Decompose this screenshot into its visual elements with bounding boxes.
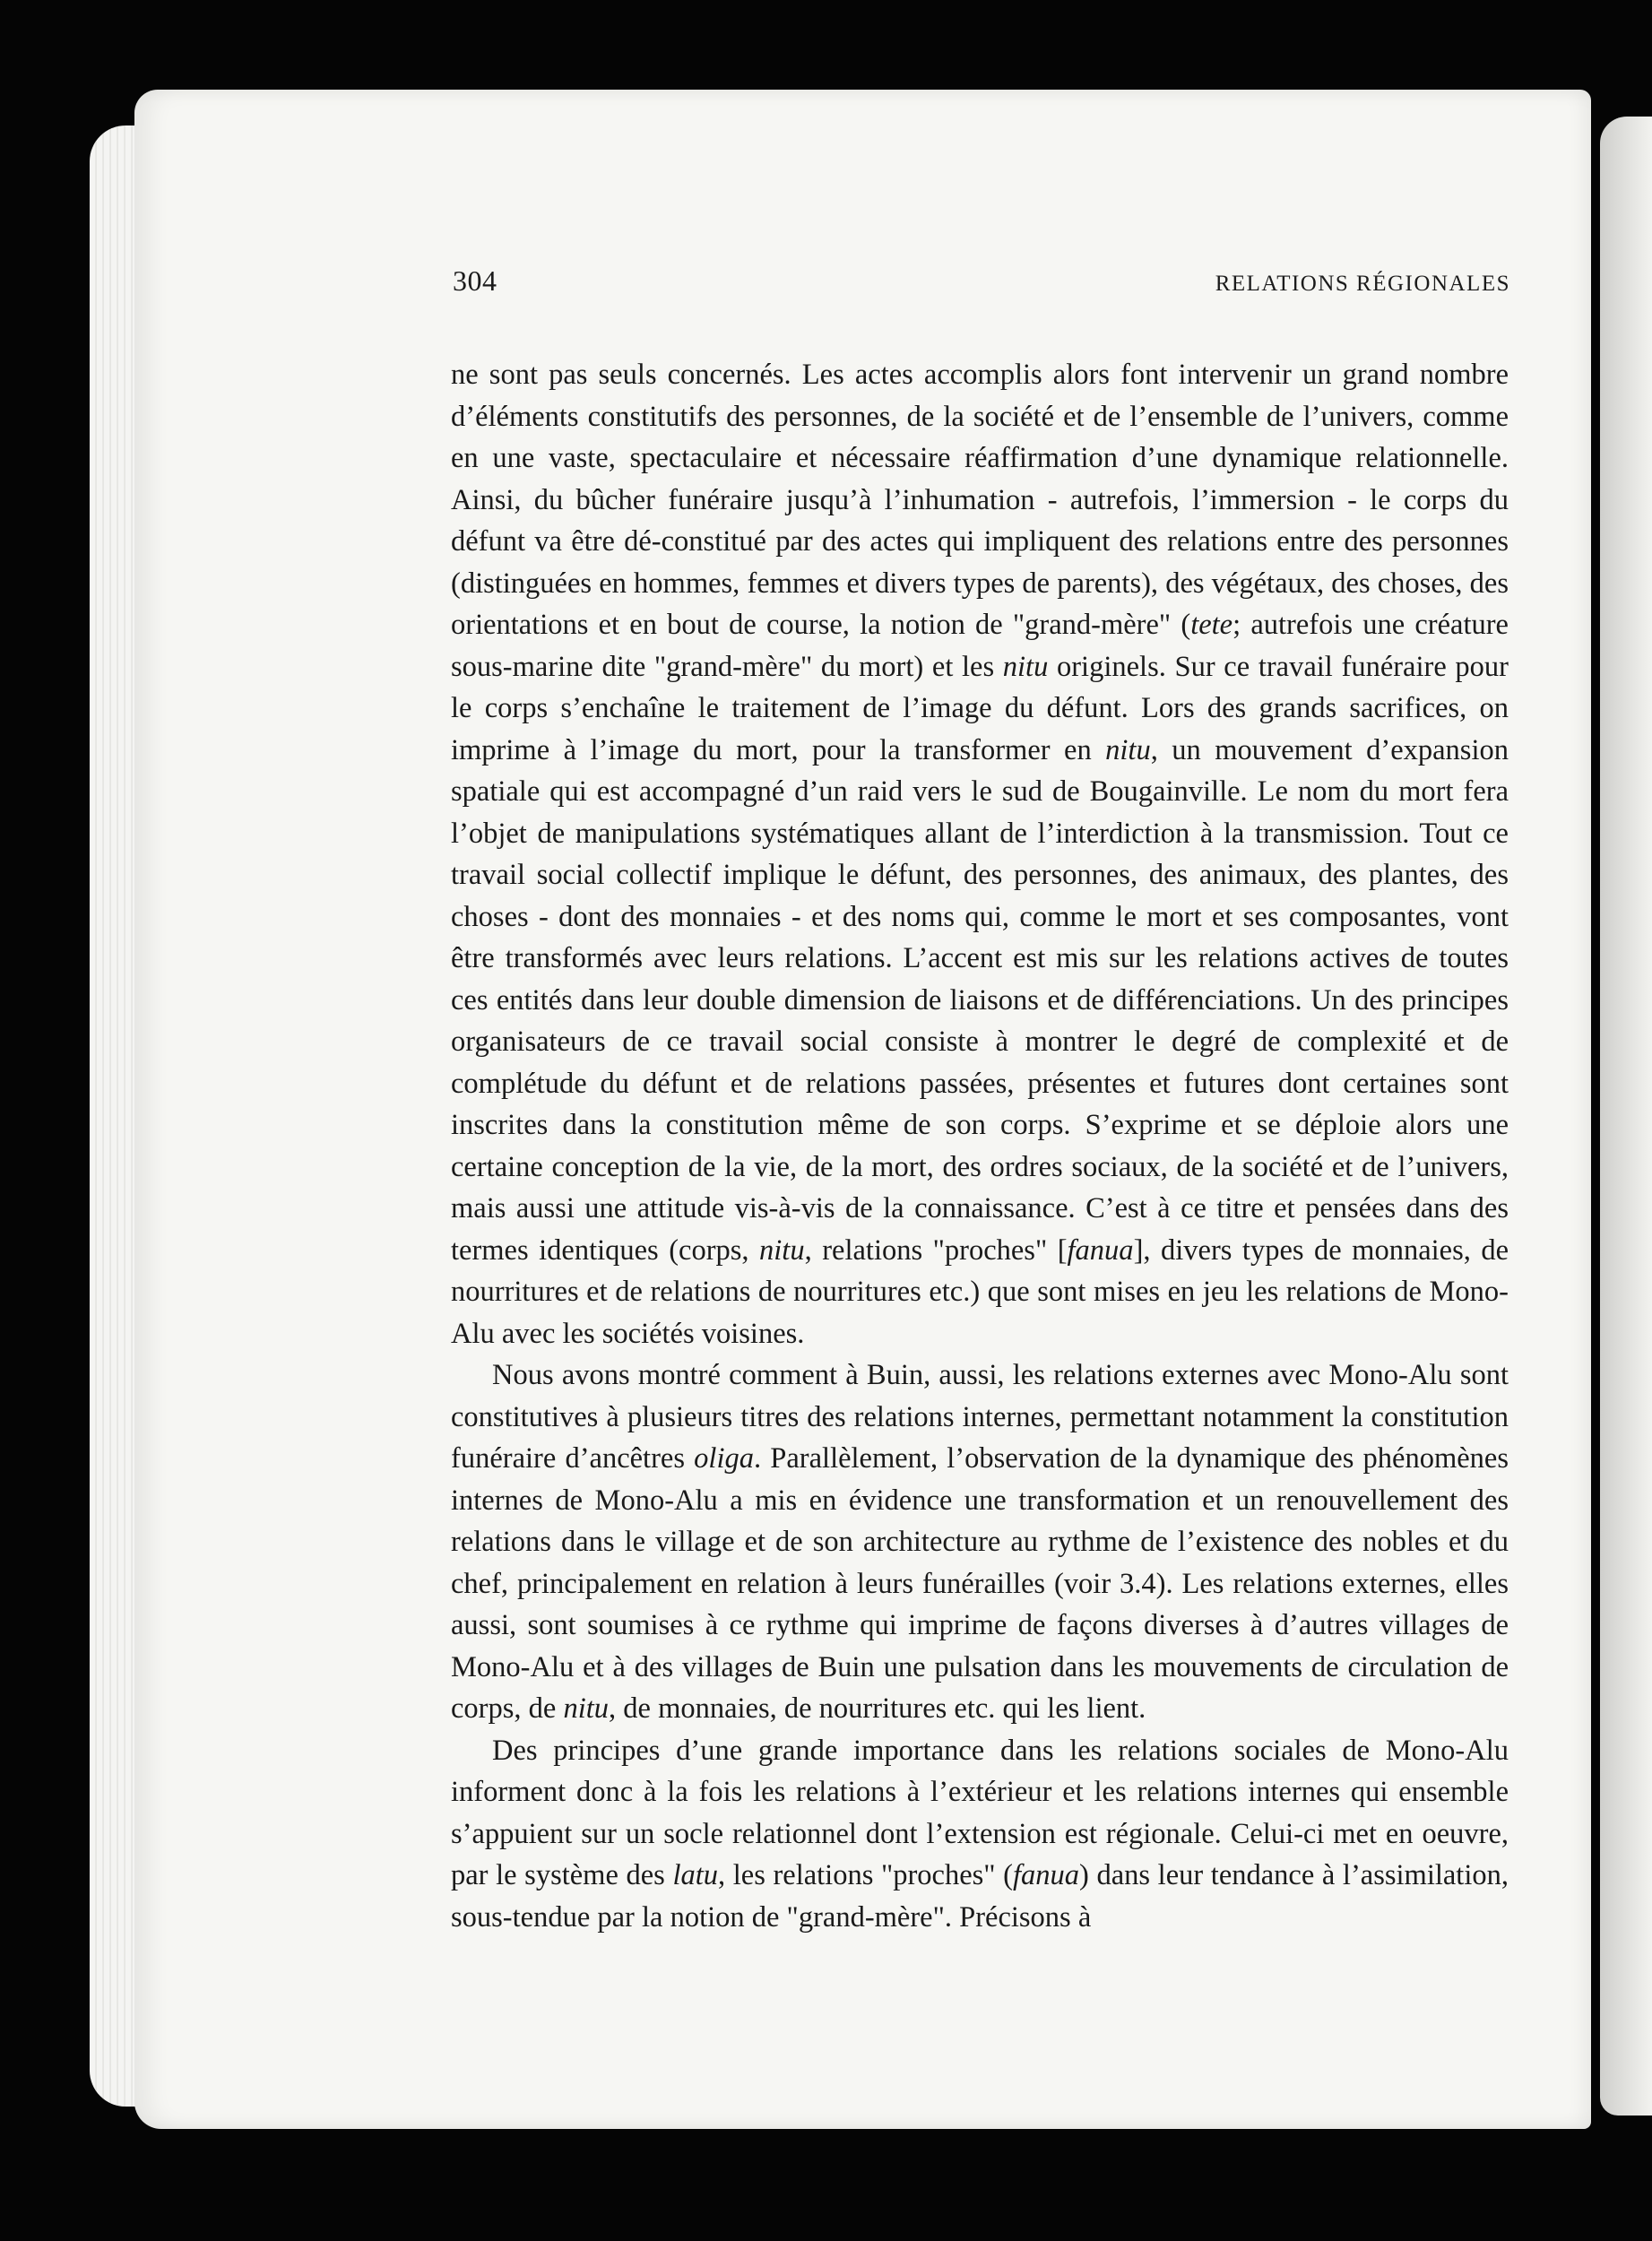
text-run: ne sont pas seuls concernés. Les actes accomplis alors font intervenir un grand nombre d’éléments constitutifs des personnes, de la société et de l’ensemble de l’univers, comme en une vaste, spectaculaire et nécessaire réaffirmation d’une dynamique relationnelle. Ainsi, du bûcher funéraire jusqu’à l’inhumation - autrefois, l’immersion - le corps du défunt va être dé-constitué par des actes qui impliquent des relations entre des personnes (distinguées en hommes, femmes et divers types de parents), des végétaux, des choses, des orientations et en bout de course, la notion de "grand-mère" ( (451, 359, 1509, 641)
text-run: . Parallèlement, l’observation de la dynamique des phénomènes internes de Mono-Alu a mis en évidence une transformation et un renouvellement des relations dans le village et de son architecture au rythme de l’existence des nobles et du chef, principalement en relation à leurs funérailles (voir 3.4). Les relations externes, elles aussi, sont soumises à ce rythme qui imprime de façons diverses à d’autres villages de Mono-Alu et à des villages de Buin une pulsation dans les mouvements de circulation de corps, de (451, 1442, 1509, 1725)
paragraph (451, 354, 1509, 1354)
paragraph (451, 1730, 1509, 1939)
text-run: , de monnaies, de nourritures etc. qui les lient. (609, 1692, 1146, 1725)
running-title: RELATIONS RÉGIONALES (1215, 272, 1510, 296)
page-number: 304 (453, 264, 497, 297)
italic-term: latu (672, 1859, 718, 1891)
italic-term: nitu (563, 1692, 610, 1725)
text-run: ; autrefois une créature sous-marine dite "grand-mère" du mort) et les (451, 609, 1509, 683)
text-run: ) dans leur tendance à l’assimilation, sous-tendue par la notion de "grand-mère". Précisons à (451, 1859, 1509, 1934)
facing-page-edge (1600, 117, 1652, 2116)
italic-term: nitu (759, 1233, 805, 1267)
text-run: , relations "proches" [ (804, 1233, 1068, 1267)
italic-term: tete (1190, 609, 1233, 641)
body-text (451, 354, 1509, 1938)
italic-term: nitu (1002, 650, 1049, 683)
text-run: originels. Sur ce travail funéraire pour le corps s’enchaîne le traitement de l’image du défunt. Lors des grands sacrifices, on imprime à l’image du mort, pour la transformer en (451, 650, 1509, 766)
italic-term: fanua (1013, 1859, 1080, 1891)
text-run: , un mouvement d’expansion spatiale qui est accompagné d’un raid vers le sud de Bougainville. Le nom du mort fera l’objet de manipulations systématiques allant de l’interdiction à la transmission. Tout ce travail social collectif implique le défunt, des personnes, des animaux, des plantes, des choses - dont des monnaies - et des noms qui, comme le mort et ses composantes, vont être transformés avec leurs relations. L’accent est mis sur les relations actives de toutes ces entités dans leur double dimension de liaisons et de différenciations. Un des principes organisateurs de ce travail social consiste à montrer le degré de complexité et de complétude du défunt et de relations passées, présentes et futures dont certaines sont inscrites dans la constitution même de son corps. S’exprime et se déploie alors une certaine conception de la vie, de la mort, des ordres sociaux, de la société et de l’univers, mais aussi une attitude vis-à-vis de la connaissance. C’est à ce titre et pensées dans des termes identiques (corps, (451, 733, 1509, 1267)
running-head (453, 264, 1510, 309)
text-run: Nous avons montré comment à Buin, aussi, les relations externes avec Mono-Alu sont constitutives à plusieurs titres des relations internes, permettant notamment la constitution funéraire d’ancêtres (451, 1359, 1509, 1475)
text-run: , les relations "proches" ( (718, 1859, 1014, 1891)
text-run: Des principes d’une grande importance dans les relations sociales de Mono-Alu informent donc à la fois les relations à l’extérieur et les relations internes qui ensemble s’appuient sur un socle relationnel dont l’extension est régionale. Celui-ci met en oeuvre, par le système des (451, 1734, 1509, 1891)
italic-term: nitu (1105, 733, 1151, 766)
italic-term: oliga (694, 1442, 754, 1475)
paragraph (451, 1354, 1509, 1730)
italic-term: fanua (1067, 1233, 1134, 1267)
text-run: ], divers types de monnaies, de nourritures et de relations de nourritures etc.) que sont mises en jeu les relations de Mono-Alu avec les sociétés voisines. (451, 1233, 1509, 1350)
